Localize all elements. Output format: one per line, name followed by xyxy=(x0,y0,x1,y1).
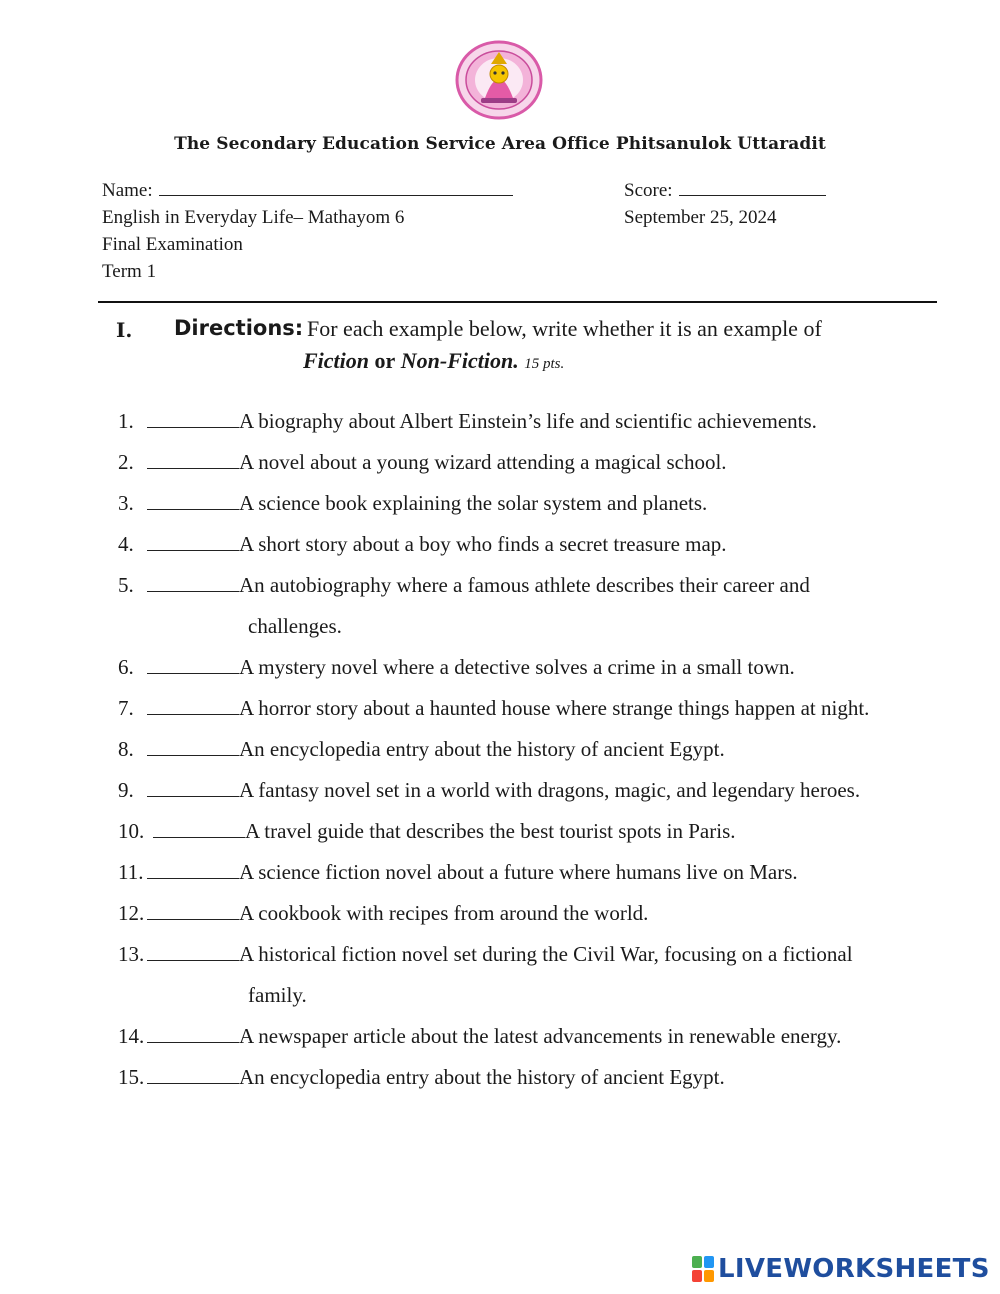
question-number: 13. xyxy=(118,942,145,966)
liveworksheets-logo[interactable] xyxy=(692,1254,990,1284)
brand-text: LIVEWORKSHEETS xyxy=(718,1254,990,1284)
answer-blank[interactable] xyxy=(147,919,239,920)
question-text: A science fiction novel about a future where humans live on Mars. xyxy=(239,860,798,884)
name-input-line[interactable] xyxy=(159,181,513,196)
question-text: A horror story about a haunted house where strange things happen at night. xyxy=(239,696,870,720)
answer-blank[interactable] xyxy=(147,673,239,674)
answer-blank[interactable] xyxy=(147,755,239,756)
question-text: An encyclopedia entry about the history of ancient Egypt. xyxy=(239,737,725,761)
answer-blank[interactable] xyxy=(147,591,239,592)
directions-text: For each example below, write whether it is an example of xyxy=(307,316,822,341)
question-number: 4. xyxy=(118,532,134,556)
term-label: Term 1 xyxy=(102,261,157,282)
answer-blank[interactable] xyxy=(147,796,239,797)
option-connector: or xyxy=(374,348,396,373)
directions-options xyxy=(303,348,564,374)
question-text: A cookbook with recipes from around the world. xyxy=(239,901,649,925)
question-number: 5. xyxy=(118,573,134,597)
section-number: I. xyxy=(116,318,133,342)
question-number: 10. xyxy=(118,819,145,843)
subject-text: English in Everyday Life– Mathayom 6 xyxy=(102,207,405,228)
points-label: 15 pts. xyxy=(524,356,565,372)
option-fiction: Fiction xyxy=(303,348,370,373)
worksheet-logo-icon xyxy=(692,1256,714,1282)
answer-blank[interactable] xyxy=(147,1042,239,1043)
question-number: 8. xyxy=(118,737,134,761)
question-text: A travel guide that describes the best tourist spots in Paris. xyxy=(245,819,736,843)
question-number: 15. xyxy=(118,1065,145,1089)
exam-date: September 25, 2024 xyxy=(624,207,777,228)
question-text: A fantasy novel set in a world with dragons, magic, and legendary heroes. xyxy=(239,778,861,802)
question-number: 7. xyxy=(118,696,134,720)
question-text: A science book explaining the solar system and planets. xyxy=(239,491,708,515)
name-label: Name: xyxy=(102,180,153,201)
question-number: 2. xyxy=(118,450,134,474)
exam-title: Final Examination xyxy=(102,234,243,255)
office-title: The Secondary Education Service Area Office Phitsanulok Uttaradit xyxy=(174,134,826,154)
answer-blank[interactable] xyxy=(147,960,239,961)
question-number: 6. xyxy=(118,655,134,679)
question-text: A short story about a boy who finds a secret treasure map. xyxy=(239,532,727,556)
question-text-continued: family. xyxy=(248,983,307,1007)
answer-blank[interactable] xyxy=(147,427,239,428)
score-input-line[interactable] xyxy=(679,181,826,196)
answer-blank[interactable] xyxy=(147,714,239,715)
question-text: An encyclopedia entry about the history of ancient Egypt. xyxy=(239,1065,725,1089)
answer-blank[interactable] xyxy=(147,468,239,469)
question-text: A mystery novel where a detective solves a crime in a small town. xyxy=(239,655,795,679)
answer-blank[interactable] xyxy=(147,509,239,510)
question-number: 1. xyxy=(118,409,134,433)
question-number: 14. xyxy=(118,1024,145,1048)
question-text-continued: challenges. xyxy=(248,614,342,638)
score-label: Score: xyxy=(624,180,673,201)
question-text: A historical fiction novel set during the Civil War, focusing on a fictional xyxy=(239,942,853,966)
question-text: A novel about a young wizard attending a magical school. xyxy=(239,450,727,474)
score-field xyxy=(624,180,826,202)
answer-blank[interactable] xyxy=(147,878,239,879)
name-field xyxy=(102,180,513,202)
question-text: An autobiography where a famous athlete describes their career and xyxy=(239,573,810,597)
question-number: 3. xyxy=(118,491,134,515)
question-text: A newspaper article about the latest advancements in renewable energy. xyxy=(239,1024,842,1048)
answer-blank[interactable] xyxy=(147,1083,239,1084)
question-number: 12. xyxy=(118,901,145,925)
answer-blank[interactable] xyxy=(153,837,245,838)
answer-blank[interactable] xyxy=(147,550,239,551)
directions-label: Directions: xyxy=(174,316,304,340)
option-nonfiction: Non-Fiction. xyxy=(400,348,519,373)
school-seal-icon xyxy=(455,40,543,120)
header-divider xyxy=(98,301,937,303)
question-number: 11. xyxy=(118,860,144,884)
question-text: A biography about Albert Einstein’s life and scientific achievements. xyxy=(239,409,817,433)
question-number: 9. xyxy=(118,778,134,802)
